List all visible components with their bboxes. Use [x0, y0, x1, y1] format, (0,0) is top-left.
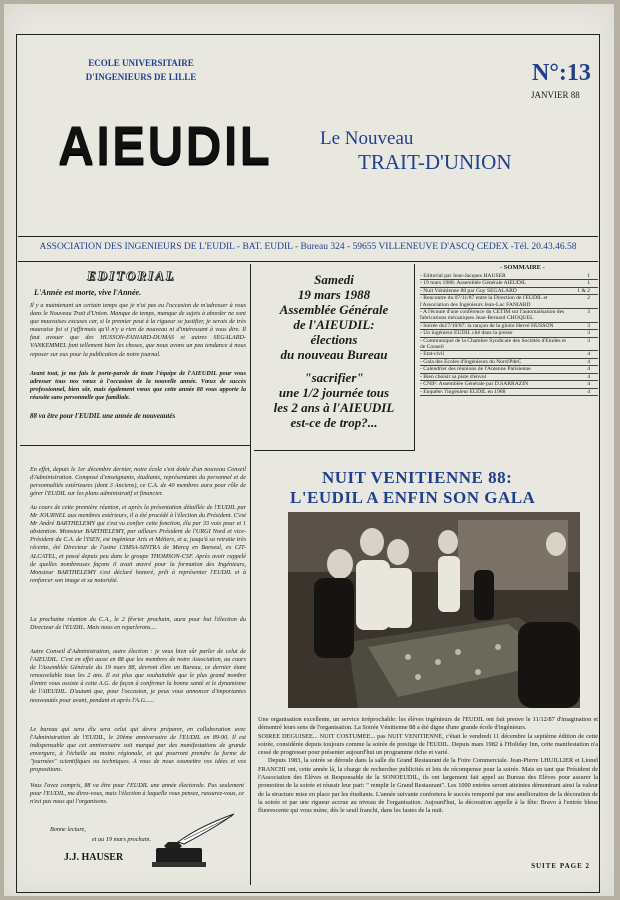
aieudil-logo: AIEUDIL [58, 114, 272, 176]
school-name [66, 56, 216, 84]
continued-on-page-2: SUITE PAGE 2 [531, 862, 590, 870]
toc-item-label: - Rencontre du 07/11/87 entre la Direction de l'EUDIL et l'Association des Ingénieurs Jean-Luc FANIARD [420, 295, 548, 308]
toc-item-page: 3 [587, 322, 590, 329]
editorial-paragraph: Au cours de cette première réunion, et après la présentation détaillée de l'EUDIL par Mr JOURNEL aux membres extérieurs, il a été procédé à l'élection du Président. C'est Mr André BARTHELEMY qui s'est vu confier cette fonction, élu par 33 voix pour et 1 abstention. Monsieur BARTHELEMY, par ailleurs Président de l'URGI Nord et vice-Président du C.A. de l'ISEN, est ingénieur Arts et Métiers, et a, jusqu'à sa retraite très récente, été Directeur de l'usine CIMSA-SINTRA de Marcq en Baroeul, ex CIT-ALCATEL, et passé depuis peu dans le groupe THOMSON-CSF. Après avoir rappelé de quelles nombreuses façons il avait œuvré pour la formation des Ingénieurs, Monsieur BARTHELEMY s'est déclaré honoré, prêt à représenter l'EUDIL et à renforcer son image et sa notoriété. [30, 504, 246, 584]
agm-line: de l'AIEUDIL: [293, 317, 375, 332]
toc-item [420, 288, 598, 294]
toc-item [420, 295, 598, 308]
editorial-paragraph: En effet, depuis le 1er décembre dernier, notre école s'est dotée d'un nouveau Conseil d'Administration. Composé d'enseignants, étudiants, représentants du personnel et de personnalités extérieures (dont 3 Anciens), ce C.A. de 40 membres aura pour rôle de gérer l'EUDIL sur les plans administratif et financier. [30, 466, 246, 498]
agm-line: "sacrifier" [304, 370, 364, 385]
toc-item [420, 351, 598, 357]
editorial-paragraph: Il y a maintenant un certain temps que je n'ai pas eu l'occasion de m'adresser à vous dans le Nouveau Trait d'Union. Manque de temps, manque de sujets à aborder ne sont que mauvaises excuses car, si le premier peut à la rigueur se justifier, je serais de très mauvaise foi si j'affirmais qu'il n'y a rien de nouveau ni d'intéressant à vous dire. Il faut avouer que des HUSSON-FANIARD-DUMAS et autres SEGALARD-VANKEMMEL font tellement bien les choses, que nous avons un peu tendance à nous reposer sur eux pour la publication de notre journal. [30, 302, 246, 358]
editorial-paragraph: Autre Conseil d'Administration, autre élection : je veux bien sûr parler de celui de l'AIEUDIL. C'est en effet aussi en 88 que les membres de notre Association, au cours de l'Assemblée Générale du 19 mars 88, devront élire un Bureau, ce dernier étant renouvelable tous les 2 ans. Il est plus que souhaitable que le plus grand nombre d'entre vous assiste à cette A.G. de façon à confirmer la bonne santé et le dynamisme de l'AIEUDIL. D'autant que, pour l'occasion, je peux vous annoncer d'importantes nouveautés pour avant, pendant et après l'A.G...... [30, 648, 246, 704]
toc-item-page: 4 [587, 381, 590, 388]
toc-item-label: - Un ingénieur EUDIL cité dans la presse [420, 330, 513, 337]
toc-item [420, 273, 598, 279]
toc-item-page: 1 & 2 [577, 287, 590, 294]
toc-item [420, 381, 598, 387]
gala-photo [288, 512, 580, 708]
editorial-closing: et au 19 mars prochain. [92, 836, 152, 843]
toc-item [420, 359, 598, 365]
toc-item-label: - Enquête: l'ingénieur EUDIL en 1988 [420, 388, 506, 395]
school-line-2: D'INGENIEURS DE LILLE [85, 72, 197, 82]
agm-line: une 1/2 journée tous [278, 385, 390, 400]
agm-line: est-ce de trop?... [290, 415, 378, 430]
toc-item-label: - Etat-civil [420, 351, 445, 358]
editorial-signature: J.J. HAUSER [64, 852, 124, 863]
toc-item-page: 4 [587, 351, 590, 358]
gala-paragraph: SOIREE DEGUISEE... NUIT COSTUMEE... pas NUIT VENITIENNE, c'était le vendredi 11 décembre la septième édition de cette soirée, considérée depuis toujours comme la soirée de prestige de l'EUDIL. Depuis mars 1982 à l'Holiday Inn, cette manifestation n'a cessé de progresser pour présenter aujourd'hui un programme riche et varié. [258, 732, 598, 757]
agm-line: Samedi [314, 272, 354, 287]
toc-item-label: - Soirée du17/10/87: la rançon de la gloire Hervé HUSSON [420, 322, 554, 329]
toc-item [420, 366, 598, 372]
toc-item-page: 2 [587, 295, 590, 302]
toc-item [420, 338, 598, 351]
title-line-1: Le Nouveau [320, 128, 414, 149]
agm-line: élections [310, 332, 358, 347]
gala-headline-2: L'EUDIL A ENFIN SON GALA [290, 488, 536, 507]
association-bar [18, 236, 598, 262]
toc-item [420, 330, 598, 336]
editorial-closing: Bonne lecture, [50, 826, 86, 833]
table-of-contents [416, 264, 598, 450]
editorial-paragraph: Avant tout, je me fais le porte-parole de toute l'équipe de l'AIEUDIL pour vous adresser tous nos vœux à l'occasion de la nouvelle année. Vœux de succès professionnel, bien sûr, mais également vœux que cette année 88 vous apporte la réussite sans personnelle que familiale. [30, 370, 246, 402]
editorial-subtitle: L'Année est morte, vive l'Année. [34, 288, 142, 297]
gala-headline-1: NUIT VENITIENNE 88: [322, 468, 513, 487]
school-line-1: ECOLE UNIVERSITAIRE [88, 58, 194, 68]
toc-item-label: - Calendrier des réunions de l'Antenne Parisienne [420, 366, 531, 373]
editorial-paragraph: Le bureau qui sera élu sera celui qui devra préparer, en collaboration avec l'Administration de l'EUDIL, le 20ème anniversaire de l'EUDIL en 89-90. Il est indispensable que cet anniversaire soit marqué par des manifestations de grande envergure, à l'échelle au moins régionale, et qui pourront prendre la forme de "journées" scientifiques ou techniques. A vous de nous soumettre vos idées et vos propositions. [30, 726, 246, 774]
agm-line: du nouveau Bureau [280, 347, 388, 362]
toc-item-page: 3 [587, 309, 590, 316]
agm-announcement [254, 264, 415, 451]
editorial-divider [20, 445, 250, 446]
toc-item-label: - 19 mars 1988: Assemblée Générale AIEUDIL [420, 280, 527, 287]
toc-item-label: - Nuit Vénitienne 88 par Guy SEGALARD [420, 287, 517, 294]
toc-item [420, 389, 598, 395]
toc-item-page: 4 [587, 388, 590, 395]
editorial-paragraph: 88 va être pour l'EUDIL une année de nouveautés [30, 412, 176, 420]
toc-item-label: - Communiqué de la Chambre Syndicale des Sociétés d'Etudes et de Conseil [420, 337, 566, 351]
toc-item-label: - A l'écoute d'une conférence du CETIM sur l'automatisation des fabrications mécaniques Jean-Bernard CHOQUEL [420, 309, 565, 322]
toc-item-page: 4 [587, 366, 590, 373]
toc-item-label: - Gala des Ecoles d'Ingénieurs du Nord/PdeC [420, 358, 522, 365]
agm-line: Assemblée Générale [279, 302, 389, 317]
agm-text [254, 272, 414, 430]
toc-item [420, 280, 598, 286]
toc-item-page: 4 [587, 373, 590, 380]
gala-body [258, 716, 598, 816]
toc-item-label: - Editorial par Jean-Jacques HAUSER [420, 273, 506, 279]
issue-date: JANVIER 88 [531, 90, 580, 100]
agm-line: 19 mars 1988 [297, 287, 371, 302]
editorial-paragraph: Vous l'avez compris, 88 va être pour l'EUDIL une année électorale. Pas seulement pour l'EUDIL, me direz-vous, mais l'élection à laquelle vous pensez, rassurez-vous, ce n'est pas nous qui l'organisons. [30, 782, 244, 806]
editorial-column [20, 264, 251, 885]
toc-item [420, 309, 598, 322]
issue-number: N°:13 [532, 60, 591, 86]
toc-title: - SOMMAIRE - [500, 264, 545, 271]
toc-item [420, 374, 598, 380]
toc-item-label: - Bien choisir sa piste d'envol [420, 373, 487, 380]
gala-paragraph: Depuis 1983, la soirée se déroule dans la salle du Grand Restaurant de la Foire Commerciale. Jean-Pierre LHUILLIER et Lionel FRANCHI ont, cette année là, la charge de rechercher publicités et lots de récompense pour la soirée. Mais en tant que Président de l'Association des Elèves et Responsable de la SONOEUDIL, ils ont largement fait appel au Bureau des Elèves pour assurer la promotion de la soirée et réussir leur pari: " remplir le Grand Restaurant". Les 1000 entrées seront atteintes démontrant ainsi la valeur de la structure mise en place par les étudiants. L'année suivante confortera le succès remporté par une amélioration de la décoration de la soirée et par une rigueur accrue au niveau de l'organisation. Aujourd'hui, la décoration appelle à la fête: Bravo à l'entrée bleue fluorescente qui vous mène, dès le seuil franchi, dans les fastes de la nuit. [258, 757, 598, 815]
agm-line: les 2 ans à l'AIEUDIL [273, 400, 395, 415]
association-address: ASSOCIATION DES INGENIEURS DE L'EUDIL - BAT. EUDIL - Bureau 324 - 59655 VILLENEUVE D'ASCQ CEDEX -Tél. 20.43.46.58 [39, 242, 577, 252]
toc-item-page: 4 [587, 358, 590, 365]
toc-item-page: 1 [587, 280, 590, 287]
toc-item-page: 3 [587, 337, 590, 344]
gala-paragraph: Une organisation excellente, un service irréprochable: les élèves ingénieurs de l'EUDIL ont fait preuve le 11/12/87 d'imagination et démontré leurs sens de l'organisation. La Soirée Vénitienne 88 a été digne d'une grande école d'ingénieurs. [258, 716, 598, 732]
toc-divider [420, 395, 598, 396]
editorial-paragraph: La prochaine réunion du C.A., le 2 février prochain, aura pour but l'élection du Directeur de l'EUDIL. Mais nous en reparlerons.... [30, 616, 246, 632]
toc-list [420, 273, 598, 396]
toc-item [420, 323, 598, 329]
title-line-2: TRAIT-D'UNION [358, 150, 512, 174]
toc-item-page: 1 [587, 273, 590, 279]
gala-photo-image [288, 512, 580, 708]
toc-item-page: 3 [587, 330, 590, 337]
toc-item-label: - CNIF: Assemblée Générale par D.SARRAZIN [420, 381, 529, 388]
inkwell-quill-icon [148, 812, 238, 870]
gala-article [254, 452, 598, 890]
editorial-title: EDITORIAL [87, 268, 176, 283]
